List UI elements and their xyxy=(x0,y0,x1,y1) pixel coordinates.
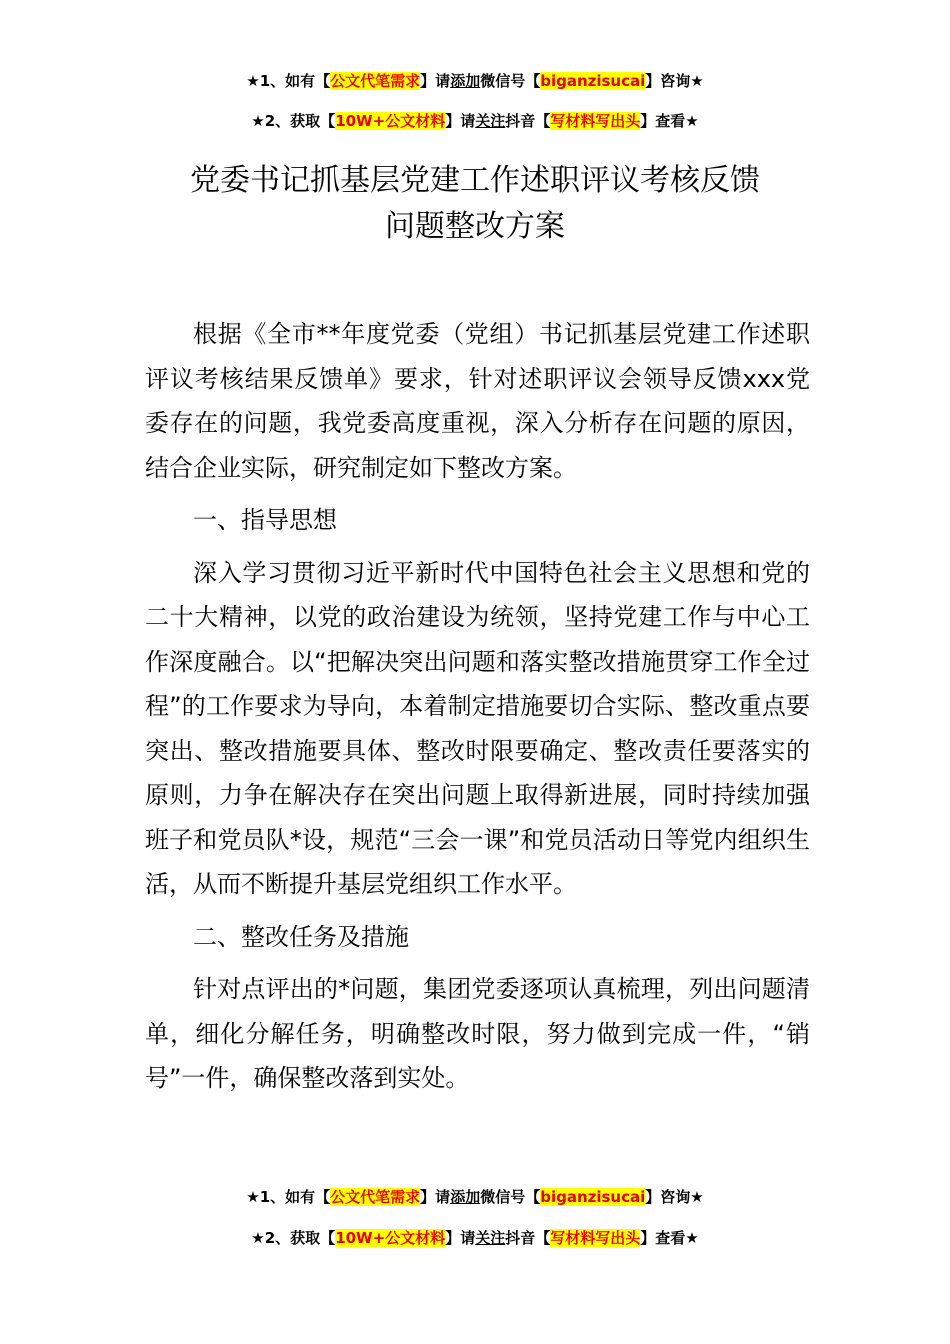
promo-text: 微信号【 xyxy=(480,72,541,90)
promo-underline: 关注 xyxy=(475,1229,506,1247)
promo-text: 】请 xyxy=(445,1229,476,1247)
promo-line-1-top xyxy=(0,70,950,92)
promo-highlight: 10W+公文材料 xyxy=(335,112,446,130)
paragraph-tasks-measures: 针对点评出的*问题，集团党委逐项认真梳理，列出问题清单，细化分解任务，明确整改时限，努力做到完成一件，“销号”一件，确保整改落到实处。 xyxy=(145,975,810,1092)
promo-text: 】查看★ xyxy=(640,112,699,130)
promo-line-2-top xyxy=(0,110,950,132)
promo-underline: 添加 xyxy=(450,72,481,90)
document-body xyxy=(145,312,810,1101)
heading-guiding-ideology: 一、指导思想 xyxy=(193,506,337,534)
promo-douyin-id: 写材料写出头 xyxy=(550,1229,641,1247)
promo-text: 】咨询★ xyxy=(645,72,704,90)
promo-wechat-id: biganzisucai xyxy=(540,1188,646,1206)
promo-text: ★2、获取【 xyxy=(251,1229,336,1247)
promo-highlight: 公文代笔需求 xyxy=(330,1188,421,1206)
promo-text: 抖音【 xyxy=(505,1229,551,1247)
promo-douyin-id: 写材料写出头 xyxy=(550,112,641,130)
promo-highlight: 公文代笔需求 xyxy=(330,72,421,90)
promo-underline: 添加 xyxy=(450,1188,481,1206)
promo-text: 】请 xyxy=(445,112,476,130)
promo-text: ★1、如有【 xyxy=(246,1188,331,1206)
promo-text: 】请 xyxy=(420,72,451,90)
promo-text: 抖音【 xyxy=(505,112,551,130)
promo-text: 】查看★ xyxy=(640,1229,699,1247)
heading-tasks-measures: 二、整改任务及措施 xyxy=(193,922,409,951)
promo-line-1-bottom xyxy=(0,1186,950,1208)
promo-text: 微信号【 xyxy=(480,1188,541,1206)
promo-text: 】咨询★ xyxy=(645,1188,704,1206)
title-line-2: 问题整改方案 xyxy=(385,209,565,244)
paragraph-guiding-ideology: 深入学习贯彻习近平新时代中国特色社会主义思想和党的二十大精神，以党的政治建设为统领，坚持党建工作与中心工作深度融合。以“把解决突出问题和落实整改措施贯穿工作全过程”的工作要求为导向，本着制定措施要切合实际、整改重点要突出、整改措施要具体、整改时限要确定、整改责任要落实的原则，力争在解决存在突出问题上取得新进展，同时持续加强班子和党员队*设，规范“三会一课”和党员活动日等党内组织生活，从而不断提升基层党组织工作水平。 xyxy=(145,558,810,898)
promo-text: ★2、获取【 xyxy=(251,112,336,130)
promo-line-2-bottom xyxy=(0,1227,950,1249)
promo-highlight: 10W+公文材料 xyxy=(335,1229,446,1247)
promo-text: ★1、如有【 xyxy=(246,72,331,90)
promo-underline: 关注 xyxy=(475,112,506,130)
paragraph-intro: 根据《全市**年度党委（党组）书记抓基层党建工作述职评议考核结果反馈单》要求，针对述职评议会领导反馈xxx党委存在的问题，我党委高度重视，深入分析存在问题的原因，结合企业实际，研究制定如下整改方案。 xyxy=(145,320,810,482)
title-line-1: 党委书记抓基层党建工作述职评议考核反馈 xyxy=(190,163,760,198)
promo-wechat-id: biganzisucai xyxy=(540,72,646,90)
promo-text: 】请 xyxy=(420,1188,451,1206)
document-title xyxy=(0,158,950,250)
